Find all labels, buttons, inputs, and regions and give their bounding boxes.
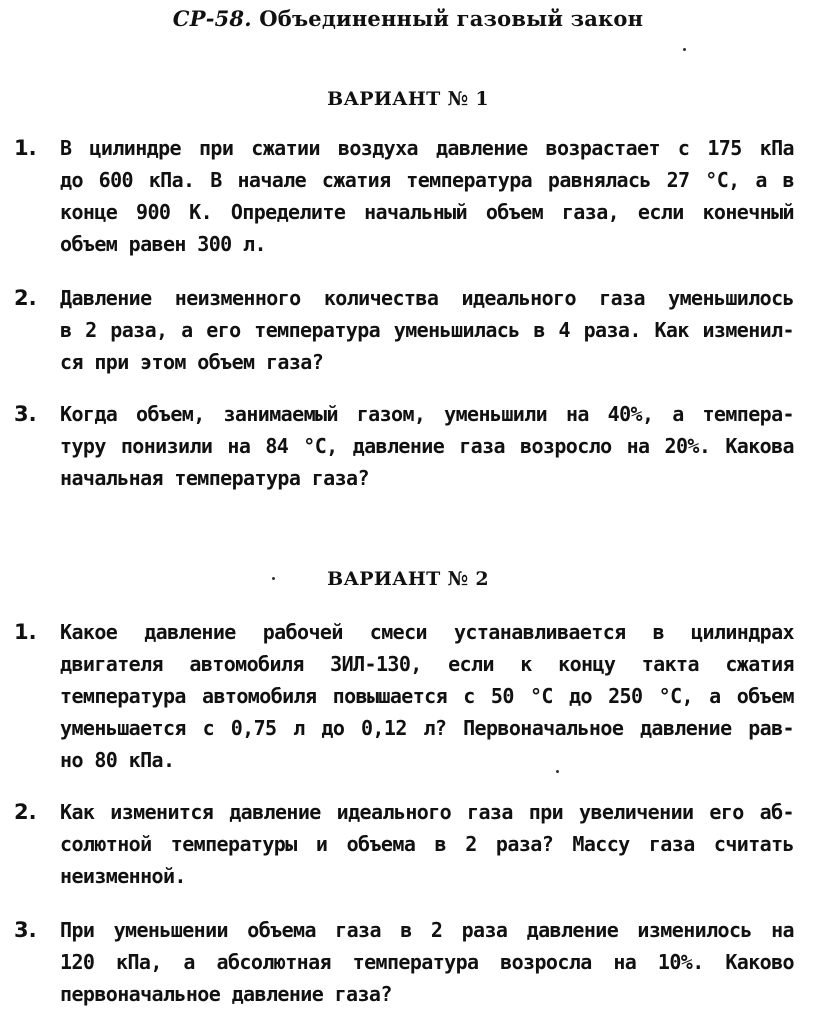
problem-number: 2. <box>14 800 37 824</box>
problem-line: Когда объем, занимаемый газом, уменьшили на 40%, а темпера- <box>60 402 794 426</box>
variant-2-heading: ВАРИАНТ № 2 <box>327 568 489 590</box>
problem-number: 1. <box>14 136 37 160</box>
problem-line: двигателя автомобиля ЗИЛ-130, если к концу такта сжатия <box>60 652 794 676</box>
scan-speck <box>272 577 275 580</box>
problem-line: уменьшается с 0,75 л до 0,12 л? Первоначальное давление рав- <box>60 716 794 740</box>
problem-line: температура автомобиля повышается с 50 °С до 250 °С, а объем <box>60 684 794 708</box>
scan-speck <box>556 770 559 773</box>
problem-line: туру понизили на 84 °С, давление газа возросло на 20%. Какова <box>60 434 794 458</box>
title-text: Объединенный газовый закон <box>259 6 644 31</box>
problem-line: до 600 кПа. В начале сжатия температура равнялась 27 °С, а в <box>60 168 794 192</box>
problem-text <box>60 796 794 892</box>
problem-text <box>60 398 794 494</box>
problem-line: Какое давление рабочей смеси устанавливается в цилиндрах <box>60 620 794 644</box>
problem-line: ся при этом объем газа? <box>60 350 324 374</box>
scan-speck <box>683 48 686 51</box>
problem-line: объем равен 300 л. <box>60 232 266 256</box>
variant-1-problem-2 <box>14 282 794 378</box>
variant-1-heading: ВАРИАНТ № 1 <box>327 88 489 110</box>
problem-text <box>60 914 794 1010</box>
problem-line: В цилиндре при сжатии воздуха давление возрастает с 175 кПа <box>60 136 794 160</box>
problem-text <box>60 132 794 260</box>
problem-line: Давление неизменного количества идеального газа уменьшилось <box>60 286 794 310</box>
problem-number: 1. <box>14 620 37 644</box>
variant-2-problem-2 <box>14 796 794 892</box>
variant-2-problem-3 <box>14 914 794 1010</box>
problem-line: неизменной. <box>60 864 186 888</box>
problem-line: 120 кПа, а абсолютная температура возросла на 10%. Каково <box>60 950 794 974</box>
page-title <box>0 6 816 31</box>
variant-2-problem-1 <box>14 616 794 776</box>
variant-1-problem-3 <box>14 398 794 494</box>
problem-line: Как изменится давление идеального газа при увеличении его аб- <box>60 800 794 824</box>
problem-number: 3. <box>14 402 37 426</box>
problem-line: в 2 раза, а его температура уменьшилась в 4 раза. Как изменил- <box>60 318 794 342</box>
problem-text <box>60 282 794 378</box>
problem-text <box>60 616 794 776</box>
problem-line: но 80 кПа. <box>60 748 175 772</box>
problem-line: солютной температуры и объема в 2 раза? Массу газа считать <box>60 832 794 856</box>
problem-line: начальная температура газа? <box>60 466 369 490</box>
problem-number: 3. <box>14 918 37 942</box>
problem-line: первоначальное давление газа? <box>60 982 392 1006</box>
title-code: СР-58. <box>172 6 252 31</box>
variant-1-problem-1 <box>14 132 794 260</box>
problem-line: При уменьшении объема газа в 2 раза давление изменилось на <box>60 918 794 942</box>
problem-line: конце 900 К. Определите начальный объем газа, если конечный <box>60 200 794 224</box>
problem-number: 2. <box>14 286 37 310</box>
